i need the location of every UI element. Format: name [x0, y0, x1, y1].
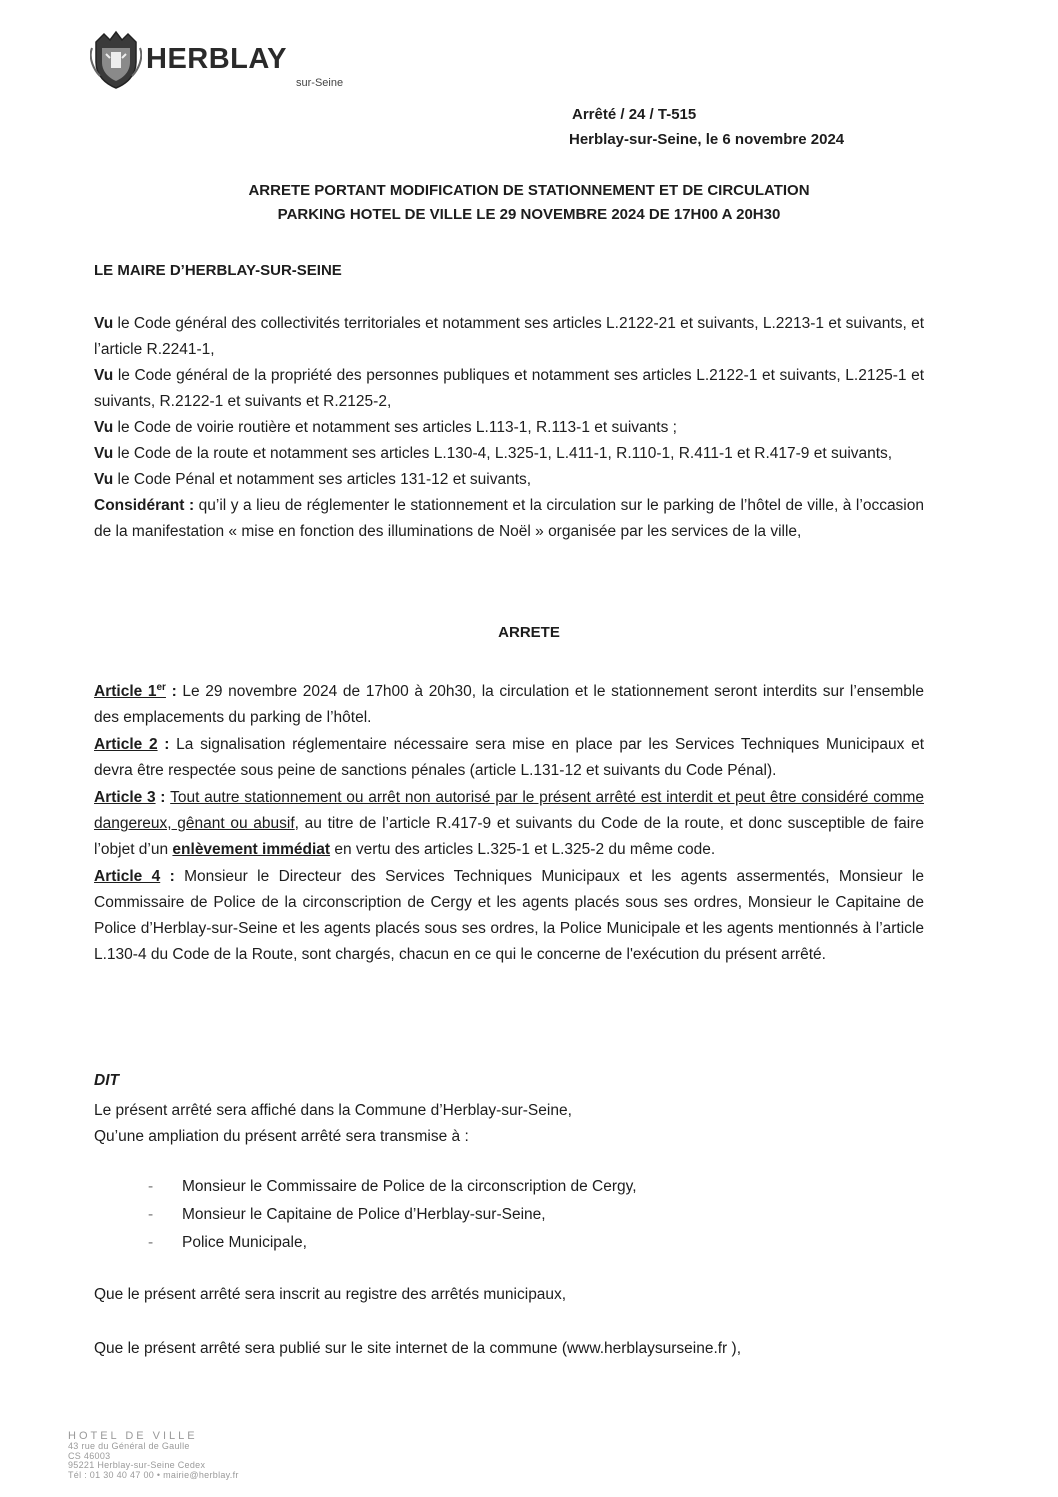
consideration-text: le Code de voirie routière et notamment ses articles L.113-1, R.113-1 et suivants ; — [113, 419, 677, 436]
consideration-item — [94, 493, 924, 545]
dit-line: Qu’une ampliation du présent arrêté sera transmise à : — [94, 1128, 469, 1145]
list-item: - Monsieur le Commissaire de Police de la circonscription de Cergy, — [148, 1173, 637, 1201]
article-3-text-end: en vertu des articles L.325-1 et L.325-2 du même code. — [330, 841, 716, 859]
article-1-text: Le 29 novembre 2024 de 17h00 à 20h30, la circulation et le stationnement seront interdits sur l’ensemble des emplacements du parking de l’hôtel. — [94, 683, 924, 727]
consideration-lead: Vu — [94, 367, 114, 384]
dit-heading: DIT — [94, 1072, 119, 1089]
article-3: Article 3 : Tout autre stationnement ou arrêt non autorisé par le présent arrêté est interdit et peut être considéré comme dangereux, gênant ou abusif, au titre de l’article R.417-9 et suivants du Code de la route, et donc susceptible de faire l’objet d’un enlèvement immédiat en vertu des articles L.325-1 et L.325-2 du même code. — [94, 789, 925, 859]
consideration-text: le Code de la route et notamment ses articles L.130-4, L.325-1, L.411-1, R.110-1, R.411-1 et R.417-9 et suivants, — [113, 445, 893, 462]
publication-line: Que le présent arrêté sera publié sur le site internet de la commune (www.herblaysurseine.fr ), — [94, 1340, 741, 1357]
footer-line: 43 rue du Général de Gaulle — [68, 1441, 190, 1451]
consideration-text: qu’il y a lieu de réglementer le stationnement et la circulation sur le parking de l’hôtel de ville, à l’occasion de la manifestation « mise en fonction des illuminations de Noël » organisée par les services de la ville, — [94, 497, 924, 540]
article-2: Article 2 : La signalisation réglementaire nécessaire sera mise en place par les Services Techniques Municipaux et devra être respectée sous peine de sanctions pénales (article L.131-12 et suivants du Code Pénal). — [94, 736, 924, 780]
logo-subtitle: sur-Seine — [296, 77, 344, 89]
bullet-dash: - — [148, 1178, 154, 1195]
consideration-lead: Vu — [94, 445, 114, 462]
logo-name: HERBLAY — [146, 43, 288, 75]
consideration-lead: Considérant : — [94, 497, 195, 514]
article-3-emphasis: enlèvement immédiat — [172, 841, 331, 859]
consideration-lead: Vu — [94, 419, 114, 436]
consideration-item — [94, 467, 924, 493]
article-1: Article 1er : Le 29 novembre 2024 de 17h00 à 20h30, la circulation et le stationnement seront interdits sur l’ensemble des emplacements du parking de l’hôtel. — [94, 682, 924, 727]
decree-title-line-1: ARRETE PORTANT MODIFICATION DE STATIONNEMENT ET DE CIRCULATION — [248, 182, 810, 199]
bullet-dash: - — [148, 1234, 154, 1251]
footer-line: CS 46003 — [68, 1450, 111, 1461]
article-3-text: , au titre de l’article R.417-9 et suivants du Code de la route, et donc susceptible de faire l’objet d’un — [94, 815, 924, 859]
registry-line: Que le présent arrêté sera inscrit au registre des arrêtés municipaux, — [94, 1286, 567, 1303]
articles — [94, 675, 924, 969]
consideration-item — [94, 311, 924, 363]
city-crest-icon — [90, 28, 142, 90]
consideration-item — [94, 415, 924, 441]
considerations — [94, 311, 924, 545]
consideration-lead: Vu — [94, 315, 114, 332]
footer-address — [68, 1430, 388, 1480]
issuing-authority: LE MAIRE D’HERBLAY-SUR-SEINE — [94, 262, 342, 279]
consideration-text: le Code général des collectivités territoriales et notamment ses articles L.2122-21 et suivants, L.2213-1 et suivants, et l’article R.2241-1, — [94, 315, 924, 358]
footer-line: 95221 Herblay-sur-Seine Cedex — [68, 1460, 206, 1470]
list-item: - Monsieur le Capitaine de Police d’Herblay-sur-Seine, — [148, 1201, 637, 1229]
dit-line: Le présent arrêté sera affiché dans la Commune d’Herblay-sur-Seine, — [94, 1102, 572, 1119]
footer-line: HOTEL DE VILLE — [68, 1430, 198, 1442]
article-4-text: Monsieur le Directeur des Services Techniques Municipaux et les agents assermentés, Monsieur le Commissaire de Police de la circonscription de Cergy et les agents placés sous ses ordres, Monsieur le Capitaine de Police d’Herblay-sur-Seine et les agents placés sous ses ordres, la Police Municipale et les agents mentionnés à l’article L.130-4 du Code de la Route, sont chargés, chacun en ce qui le concerne de l'exécution du présent arrêté. — [94, 868, 924, 964]
recipient-list — [148, 1173, 637, 1257]
article-1-label: Article 1er — [94, 682, 166, 701]
article-2-text: La signalisation réglementaire nécessaire sera mise en place par les Services Techniques Municipaux et devra être respectée sous peine de sanctions pénales (article L.131-12 et suivants du Code Pénal). — [94, 736, 924, 780]
consideration-item — [94, 363, 924, 415]
consideration-lead: Vu — [94, 471, 114, 488]
list-item: - Police Municipale, — [148, 1229, 637, 1257]
bullet-dash: - — [148, 1206, 154, 1223]
consideration-item — [94, 441, 924, 467]
article-3-label: Article 3 — [94, 789, 156, 807]
consideration-text: le Code Pénal et notamment ses articles 131-12 et suivants, — [113, 471, 532, 488]
city-logo — [90, 28, 350, 98]
article-3-underlined-text: Tout autre stationnement ou arrêt non autorisé par le présent arrêté est interdit et peut être considéré comme dangereux, gênant ou abusif — [94, 789, 925, 833]
article-2-label: Article 2 — [94, 736, 158, 754]
decree-reference: Arrêté / 24 / T-515 — [572, 106, 697, 123]
footer-line: Tél : 01 30 40 47 00 • mairie@herblay.fr — [68, 1469, 239, 1480]
article-4-label: Article 4 — [94, 868, 161, 886]
decree-title-line-2: PARKING HOTEL DE VILLE LE 29 NOVEMBRE 2024 DE 17H00 A 20H30 — [277, 206, 781, 223]
article-4: Article 4 : Monsieur le Directeur des Services Techniques Municipaux et les agents assermentés, Monsieur le Commissaire de Police de la circonscription de Cergy et les agents placés sous ses ordres, Monsieur le Capitaine de Police d’Herblay-sur-Seine et les agents placés sous ses ordres, la Police Municipale et les agents mentionnés à l’article L.130-4 du Code de la Route, sont chargés, chacun en ce qui le concerne de l'exécution du présent arrêté. — [94, 868, 924, 964]
place-and-date: Herblay-sur-Seine, le 6 novembre 2024 — [569, 131, 845, 148]
dit-body — [94, 1098, 924, 1150]
consideration-text: le Code général de la propriété des personnes publiques et notamment ses articles L.2122-1 et suivants, L.2125-1 et suivants, R.2122-1 et suivants et R.2125-2, — [94, 367, 924, 410]
arrete-heading: ARRETE — [498, 624, 560, 641]
